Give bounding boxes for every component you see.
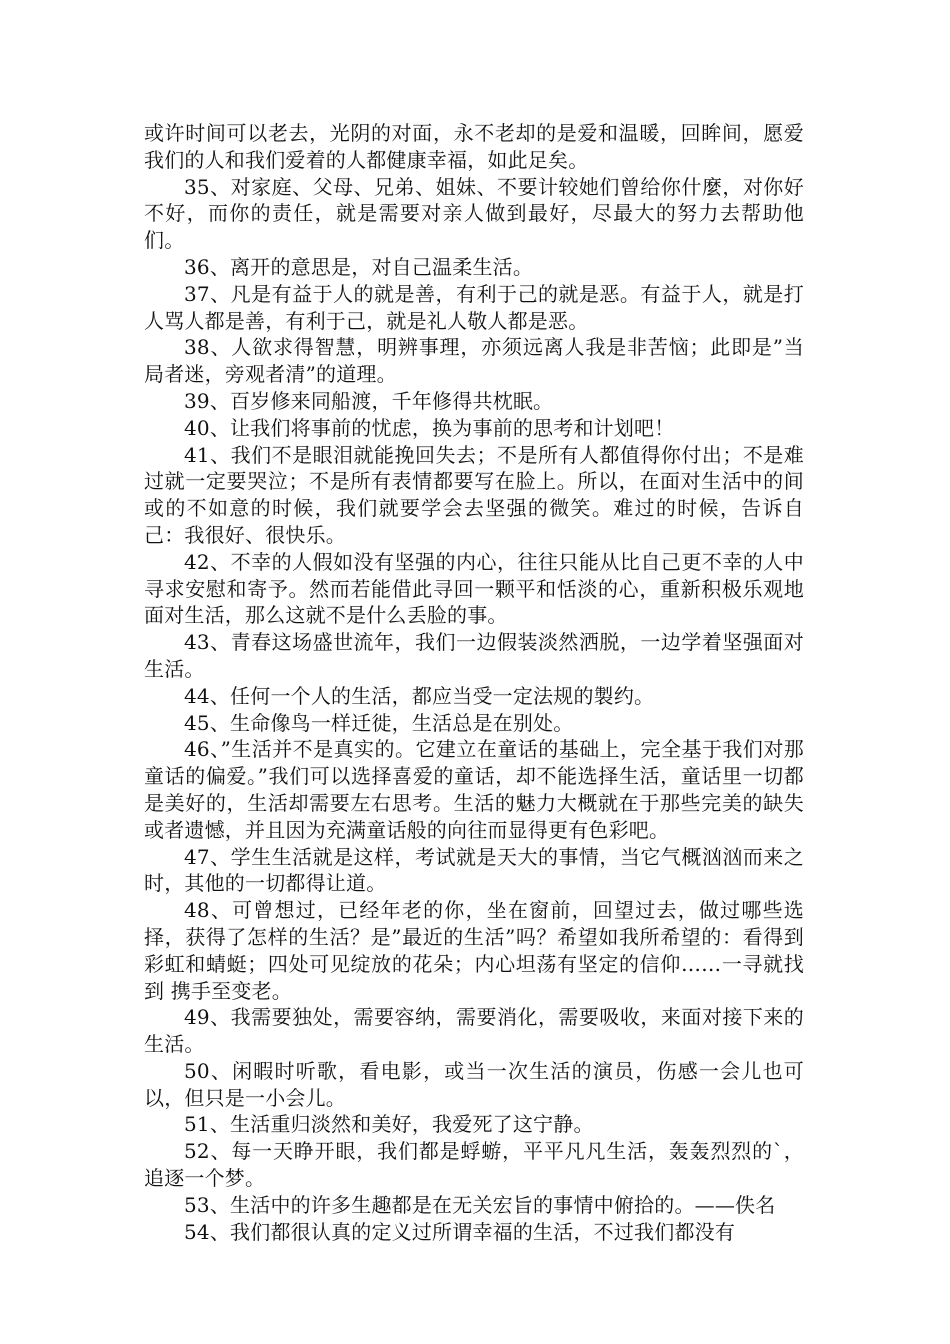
paragraph-35: 35、对家庭、父母、兄弟、姐妹、不要计较她们曾给你什麼，对你好不好，而你的责任，就是需要对亲人做到最好，尽最大的努力去帮助他们。 [144,174,804,253]
paragraph-41: 41、我们不是眼泪就能挽回失去；不是所有人都值得你付出；不是难过就一定要哭泣；不是所有表情都要写在脸上。所以，在面对生活中的间或的不如意的时候，我们就要学会去坚强的微笑。难过的时候，告诉自己：我很好、很快乐。 [144,442,804,547]
paragraph-47: 47、学生生活就是这样，考试就是天大的事情，当它气概汹汹而来之时，其他的一切都得让道。 [144,844,804,896]
paragraph-46: 46、”生活并不是真实的。它建立在童话的基础上，完全基于我们对那童话的偏爱。”我们可以选择喜爱的童话，却不能选择生活，童话里一切都是美好的，生活却需要左右思考。生活的魅力大概就在于那些完美的缺失或者遗憾，并且因为充满童话般的向往而显得更有色彩吧。 [144,737,804,842]
paragraph-49: 49、我需要独处，需要容纳，需要消化，需要吸收，来面对接下来的生活。 [144,1005,804,1057]
paragraph-39: 39、百岁修来同船渡，千年修得共枕眠。 [184,388,554,413]
paragraph-50: 50、闲暇时听歌，看电影，或当一次生活的演员，伤感一会儿也可以，但只是一小会儿。 [144,1058,804,1110]
paragraph-52: 52、每一天睁开眼，我们都是蜉蝣，平平凡凡生活，轰轰烈烈的`，追逐一个梦。 [144,1139,804,1191]
paragraph-45: 45、生命像鸟一样迁徙，生活总是在别处。 [184,710,574,735]
paragraph-53: 53、生活中的许多生趣都是在无关宏旨的事情中俯拾的。——佚名 [184,1192,776,1217]
paragraph-54: 54、我们都很认真的定义过所谓幸福的生活，不过我们都没有 [184,1219,736,1244]
paragraph-37: 37、凡是有益于人的就是善，有利于己的就是恶。有益于人，就是打人骂人都是善，有利于己，就是礼人敬人都是恶。 [144,281,804,333]
paragraph-intro: 或许时间可以老去，光阴的对面，永不老却的是爱和温暖，回眸间，愿爱我们的人和我们爱着的人都健康幸福，如此足矣。 [144,121,804,172]
paragraph-36: 36、离开的意思是，对自己温柔生活。 [184,254,534,279]
paragraph-40: 40、让我们将事前的忧虑，换为事前的思考和计划吧！ [184,415,675,440]
paragraph-43: 43、青春这场盛世流年，我们一边假装淡然洒脱，一边学着坚强面对生活。 [144,630,804,681]
paragraph-48: 48、可曾想过，已经年老的你，坐在窗前，回望过去，做过哪些选择，获得了怎样的生活？是”最近的生活”吗？希望如我所希望的：看得到彩虹和蜻蜓；四处可见绽放的花朵；内心坦荡有坚定的信仰……一寻就找到 携手至变老。 [144,898,804,1003]
paragraph-51: 51、生活重归淡然和美好，我爱死了这宁静。 [184,1112,594,1137]
paragraph-44: 44、任何一个人的生活，都应当受一定法规的製约。 [184,683,655,708]
paragraph-38: 38、人欲求得智慧，明辨事理，亦须远离人我是非苦恼；此即是”当局者迷，旁观者清”的道理。 [144,335,804,387]
document-body [144,120,804,1245]
paragraph-42: 42、不幸的人假如没有坚强的内心，往往只能从比自己更不幸的人中寻求安慰和寄予。然而若能借此寻回一颗平和恬淡的心，重新积极乐观地面对生活，那么这就不是什么丢脸的事。 [144,549,804,628]
